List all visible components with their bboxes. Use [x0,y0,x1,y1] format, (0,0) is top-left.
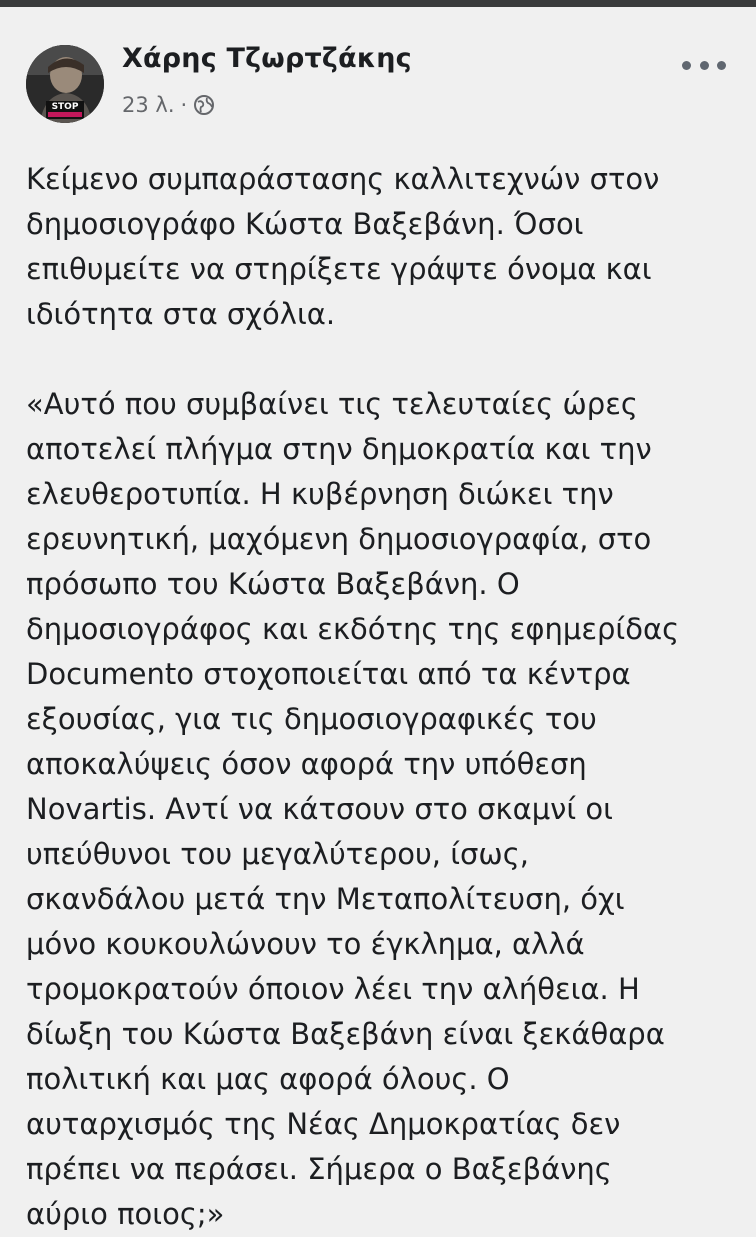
text-line: αποτελεί πλήγμα στην δημοκρατία και την [26,432,652,466]
text-line: δημοσιογράφο Κώστα Βαξεβάνη. Όσοι [26,207,584,241]
text-line: πρέπει να περάσει. Σήμερα ο Βαξεβάνης [26,1152,612,1186]
text-line: υπεύθυνοι του μεγαλύτερου, ίσως, [26,837,529,871]
meta-separator: · [180,93,188,117]
post-paragraph-2 [26,382,736,1237]
avatar-image [26,45,104,123]
text-line: σκανδάλου μετά την Μεταπολίτευση, όχι [26,882,625,916]
post-paragraph-1 [26,157,736,337]
globe-icon[interactable] [193,94,215,116]
text-line: δημοσιογράφος και εκδότης της εφημερίδας [26,612,680,646]
text-line: Κείμενο συμπαράστασης καλλιτεχνών στον [26,162,660,196]
text-line: εξουσίας, για τις δημοσιογραφικές του [26,702,597,736]
paragraph-gap [26,337,736,382]
post-timestamp[interactable]: 23 λ. [122,93,175,117]
text-line: ιδιότητα στα σχόλια. [26,297,336,331]
text-line: αυταρχισμός της Νέας Δημοκρατίας δεν [26,1107,621,1141]
post-header [26,39,730,119]
text-line: ερευνητική, μαχόμενη δημοσιογραφία, στο [26,522,652,556]
text-line: δίωξη του Κώστα Βαξεβάνη είναι ξεκάθαρα [26,1017,665,1051]
post-text [26,157,736,1237]
text-line: τρομοκρατούν όποιον λέει την αλήθεια. Η [26,972,640,1006]
text-line: αύριο ποιος;» [26,1197,225,1231]
text-line: πρόσωπο του Κώστα Βαξεβάνη. Ο [26,567,520,601]
text-line: Documento στοχοποιείται από τα κέντρα [26,657,631,691]
more-options-icon[interactable] [682,53,726,77]
text-line: ελευθεροτυπία. Η κυβέρνηση διώκει την [26,477,614,511]
more-dot [700,61,709,70]
text-line: Novartis. Αντί να κάτσουν στο σκαμνί οι [26,792,613,826]
text-line: επιθυμείτε να στηρίξετε γράψτε όνομα και [26,252,652,286]
text-line: μόνο κουκουλώνουν το έγκλημα, αλλά [26,927,585,961]
text-line: πολιτική και μας αφορά όλους. Ο [26,1062,510,1096]
more-dot [682,61,691,70]
avatar[interactable] [26,45,104,123]
post-meta [122,91,215,119]
text-line: «Αυτό που συμβαίνει τις τελευταίες ώρες [26,387,638,421]
author-name[interactable]: Χάρης Τζωρτζάκης [122,43,412,74]
avatar-label: STOP [51,102,79,112]
text-line: αποκαλύψεις όσον αφορά την υπόθεση [26,747,587,781]
more-dot [717,61,726,70]
top-status-bar [0,0,756,7]
facebook-post [0,7,756,1231]
